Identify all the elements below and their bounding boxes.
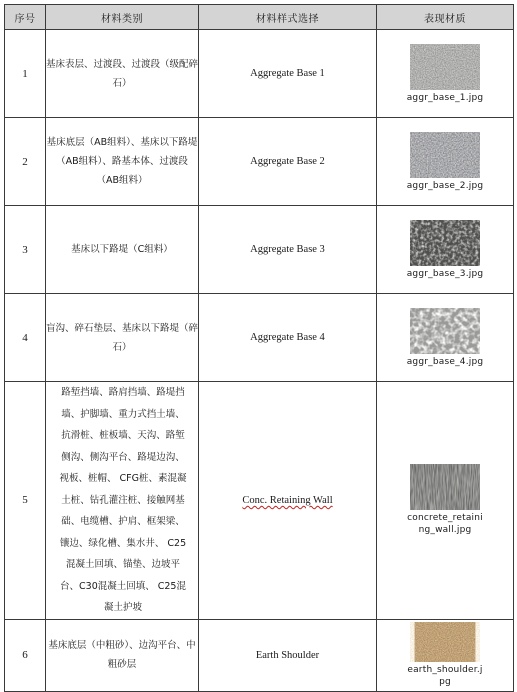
table-row — [5, 294, 514, 382]
header-row — [5, 5, 514, 30]
row-number: 1 — [5, 30, 46, 118]
texture-filename: concrete_retaining_wall.jpg — [407, 513, 483, 536]
texture-filename: aggr_base_4.jpg — [406, 356, 484, 367]
header-category: 材料类别 — [46, 5, 199, 30]
row-texture — [377, 294, 514, 382]
row-number: 2 — [5, 118, 46, 206]
table-row — [5, 619, 514, 691]
row-style: Aggregate Base 4 — [199, 294, 377, 382]
row-style: Aggregate Base 3 — [199, 206, 377, 294]
row-style: Aggregate Base 2 — [199, 118, 377, 206]
coarse-gravel-swatch — [410, 220, 480, 266]
table-row — [5, 30, 514, 118]
row-style: Earth Shoulder — [199, 619, 377, 691]
table-row — [5, 118, 514, 206]
concrete-wall-swatch — [410, 464, 480, 510]
row-number: 4 — [5, 294, 46, 382]
fine-gravel-swatch — [410, 44, 480, 90]
row-texture — [377, 382, 514, 620]
material-table — [4, 4, 514, 692]
row-category: 基床以下路堤（C组料） — [46, 206, 199, 294]
header-number: 序号 — [5, 5, 46, 30]
table-row — [5, 382, 514, 620]
row-category: 基床表层、过渡段、过渡段（级配碎石） — [46, 30, 199, 118]
texture-filename: aggr_base_3.jpg — [406, 268, 484, 279]
row-texture — [377, 30, 514, 118]
row-number: 6 — [5, 619, 46, 691]
grey-gravel-swatch — [410, 132, 480, 178]
header-style: 材料样式选择 — [199, 5, 377, 30]
row-texture — [377, 118, 514, 206]
texture-filename: aggr_base_2.jpg — [406, 180, 484, 191]
earth-swatch — [410, 622, 480, 662]
texture-filename: earth_shoulder.jpg — [407, 665, 483, 687]
row-style: Aggregate Base 1 — [199, 30, 377, 118]
texture-filename: aggr_base_1.jpg — [406, 92, 484, 103]
row-number: 3 — [5, 206, 46, 294]
row-texture — [377, 619, 514, 691]
row-style — [199, 382, 377, 620]
white-stone-swatch — [410, 308, 480, 354]
style-label: Conc. Retaining Wall — [242, 494, 333, 506]
row-category: 路堑挡墙、路肩挡墙、路堤挡墙、护脚墙、重力式挡土墙、抗滑桩、桩板墙、天沟、路堑侧沟、侧沟平台、路堤边沟、视板、桩帽、 CFG桩、素混凝土桩、钻孔灌注桩、接触网基础、电缆槽、护肩、框架梁、镶边、绿化槽、集水井、 C25混凝土回填、锚垫、边坡平台、C30混凝土回填、 C25混凝土护坡 — [46, 382, 199, 620]
row-category: 盲沟、碎石垫层、基床以下路堤（碎石） — [46, 294, 199, 382]
row-texture — [377, 206, 514, 294]
header-texture: 表现材质 — [377, 5, 514, 30]
table-row — [5, 206, 514, 294]
row-category: 基床底层（AB组料）、基床以下路堤（AB组料）、路基本体、过渡段（AB组料） — [46, 118, 199, 206]
row-number: 5 — [5, 382, 46, 620]
row-category: 基床底层（中粗砂）、边沟平台、中粗砂层 — [46, 619, 199, 691]
